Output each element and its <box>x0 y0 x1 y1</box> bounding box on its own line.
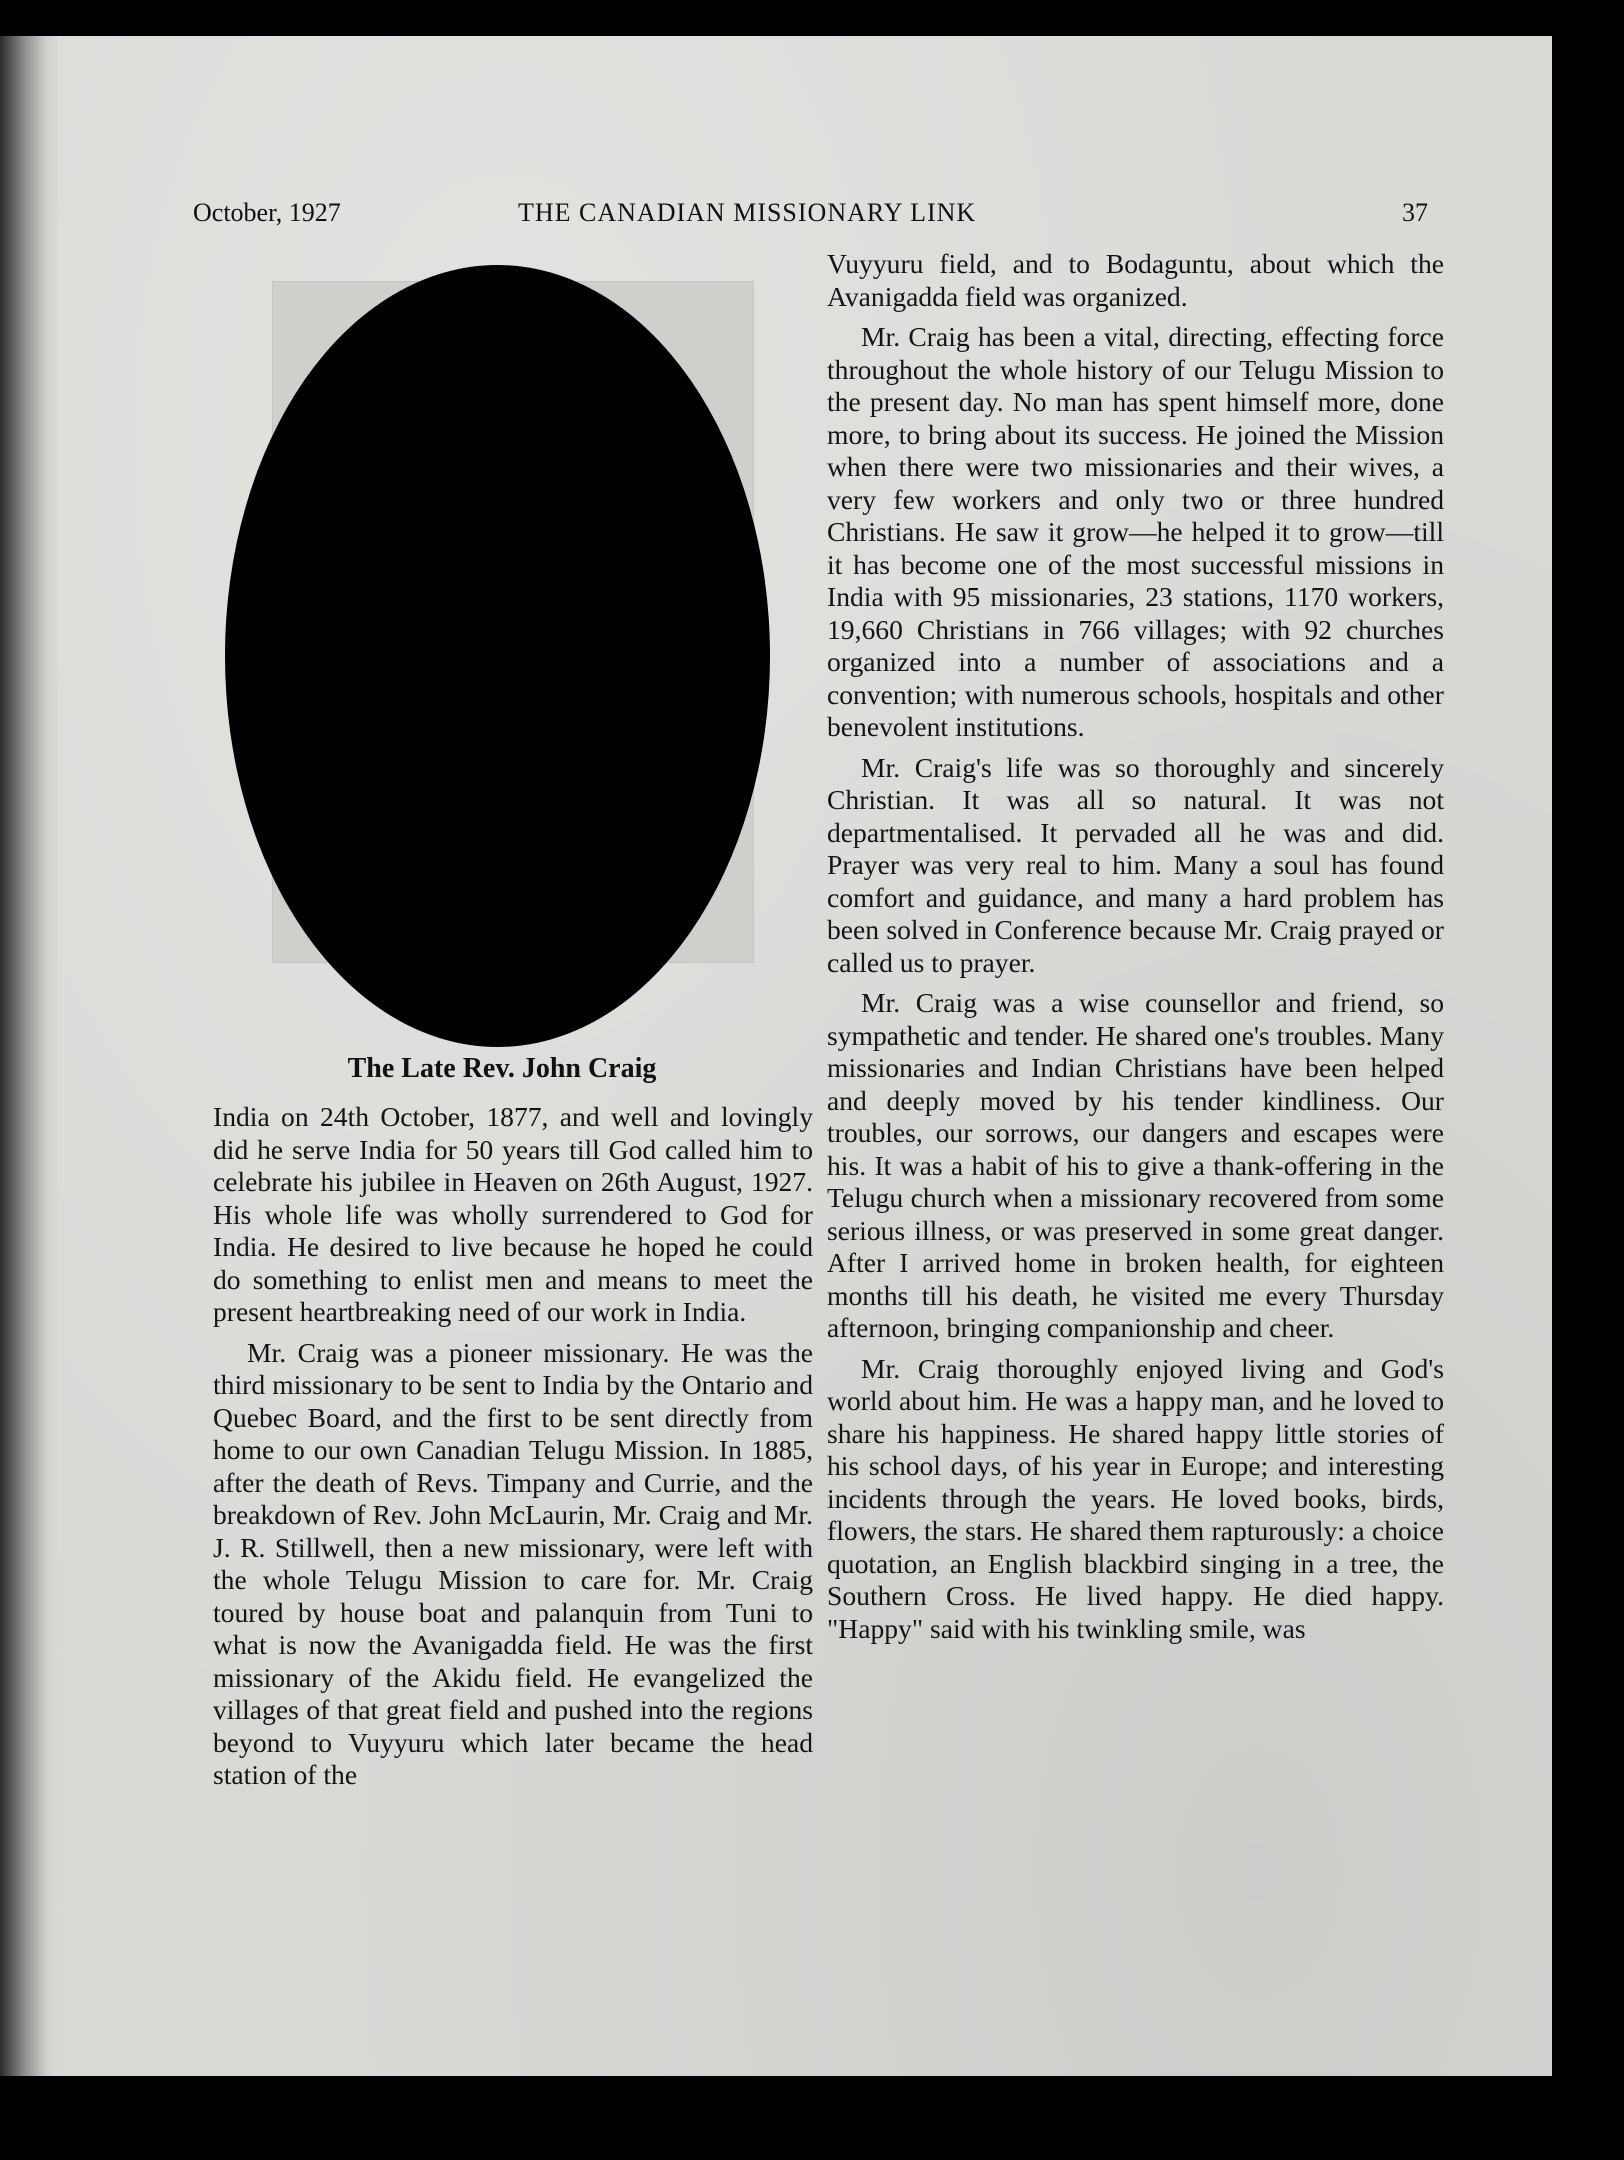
scan-border <box>1552 0 1624 2160</box>
paragraph: Mr. Craig was a pioneer missionary. He was the third missionary to be sent to India by the Ontario and Quebec Board, and the first to be sent directly from home to our own Canadian Telugu Mission. In 1885, after the death of Revs. Timpany and Currie, and the breakdown of Rev. John McLaurin, Mr. Craig and Mr. J. R. Stillwell, then a new missionary, were left with the whole Telugu Mission to care for. Mr. Craig toured by house boat and palanquin from Tuni to what is now the Avanigadda field. He was the first missionary of the Akidu field. He evangelized the villages of that great field and pushed into the regions beyond to Vuyyuru which later became the head station of the <box>213 1336 813 1790</box>
page-header <box>193 198 1428 238</box>
page-number: 37 <box>1402 198 1428 227</box>
paragraph: India on 24th October, 1877, and well and lovingly did he serve India for 50 years till God called him to celebrate his jubilee in Heaven on 26th August, 1927. His whole life was wholly surrendered to God for India. He desired to live because he hoped he could do something to enlist men and means to meet the present heartbreaking need of our work in India. <box>213 1101 813 1327</box>
left-column <box>213 1101 813 1792</box>
photo-caption: The Late Rev. John Craig <box>347 1053 657 1084</box>
issue-date: October, 1927 <box>193 198 341 227</box>
binding-edge <box>0 36 58 2076</box>
paragraph: Mr. Craig has been a vital, directing, effecting force throughout the whole history of our Telugu Mission to the present day. No man has spent himself more, done more, to bring about its success. He joined the Mission when there were two missionaries and their wives, a very few workers and only two or three hundred Christians. He saw it grow—he helped it to grow—till it has become one of the most successful missions in India with 95 missionaries, 23 stations, 1170 workers, 19,660 Christians in 766 villages; with 92 churches organized into a number of associations and a convention; with numerous schools, hospitals and other benevolent institutions. <box>827 321 1444 742</box>
paragraph: Vuyyuru field, and to Bodaguntu, about which the Avanigadda field was organized. <box>827 248 1444 312</box>
portrait-photo <box>225 265 770 1047</box>
paragraph: Mr. Craig's life was so thoroughly and sincerely Christian. It was all so natural. It was not departmentalised. It pervaded all he was and did. Prayer was very real to him. Many a soul has found comfort and guidance, and many a hard problem has been solved in Conference because Mr. Craig prayed or called us to prayer. <box>827 751 1444 978</box>
paragraph: Mr. Craig was a wise counsellor and friend, so sympathetic and tender. He shared one's troubles. Many missionaries and Indian Christians have been helped and deeply moved by his tender kindliness. Our troubles, our sorrows, our dangers and escapes were his. It was a habit of his to give a thank-offering in the Telugu church when a missionary recovered from some serious illness, or was preserved in some great danger. After I arrived home in broken health, for eighteen months till his death, he visited me every Thursday afternoon, bringing companionship and cheer. <box>827 987 1444 1343</box>
publication-title: THE CANADIAN MISSIONARY LINK <box>518 198 977 227</box>
right-column <box>827 248 1444 1645</box>
paragraph: Mr. Craig thoroughly enjoyed living and God's world about him. He was a happy man, and he loved to share his happiness. He shared happy little stories of his school days, of his year in Europe; and interesting incidents through the years. He loved books, birds, flowers, the stars. He shared them rapturously: a choice quotation, an English blackbird singing in a tree, the Southern Cross. He lived happy. He died happy. "Happy" said with his twinkling smile, was <box>827 1352 1444 1644</box>
